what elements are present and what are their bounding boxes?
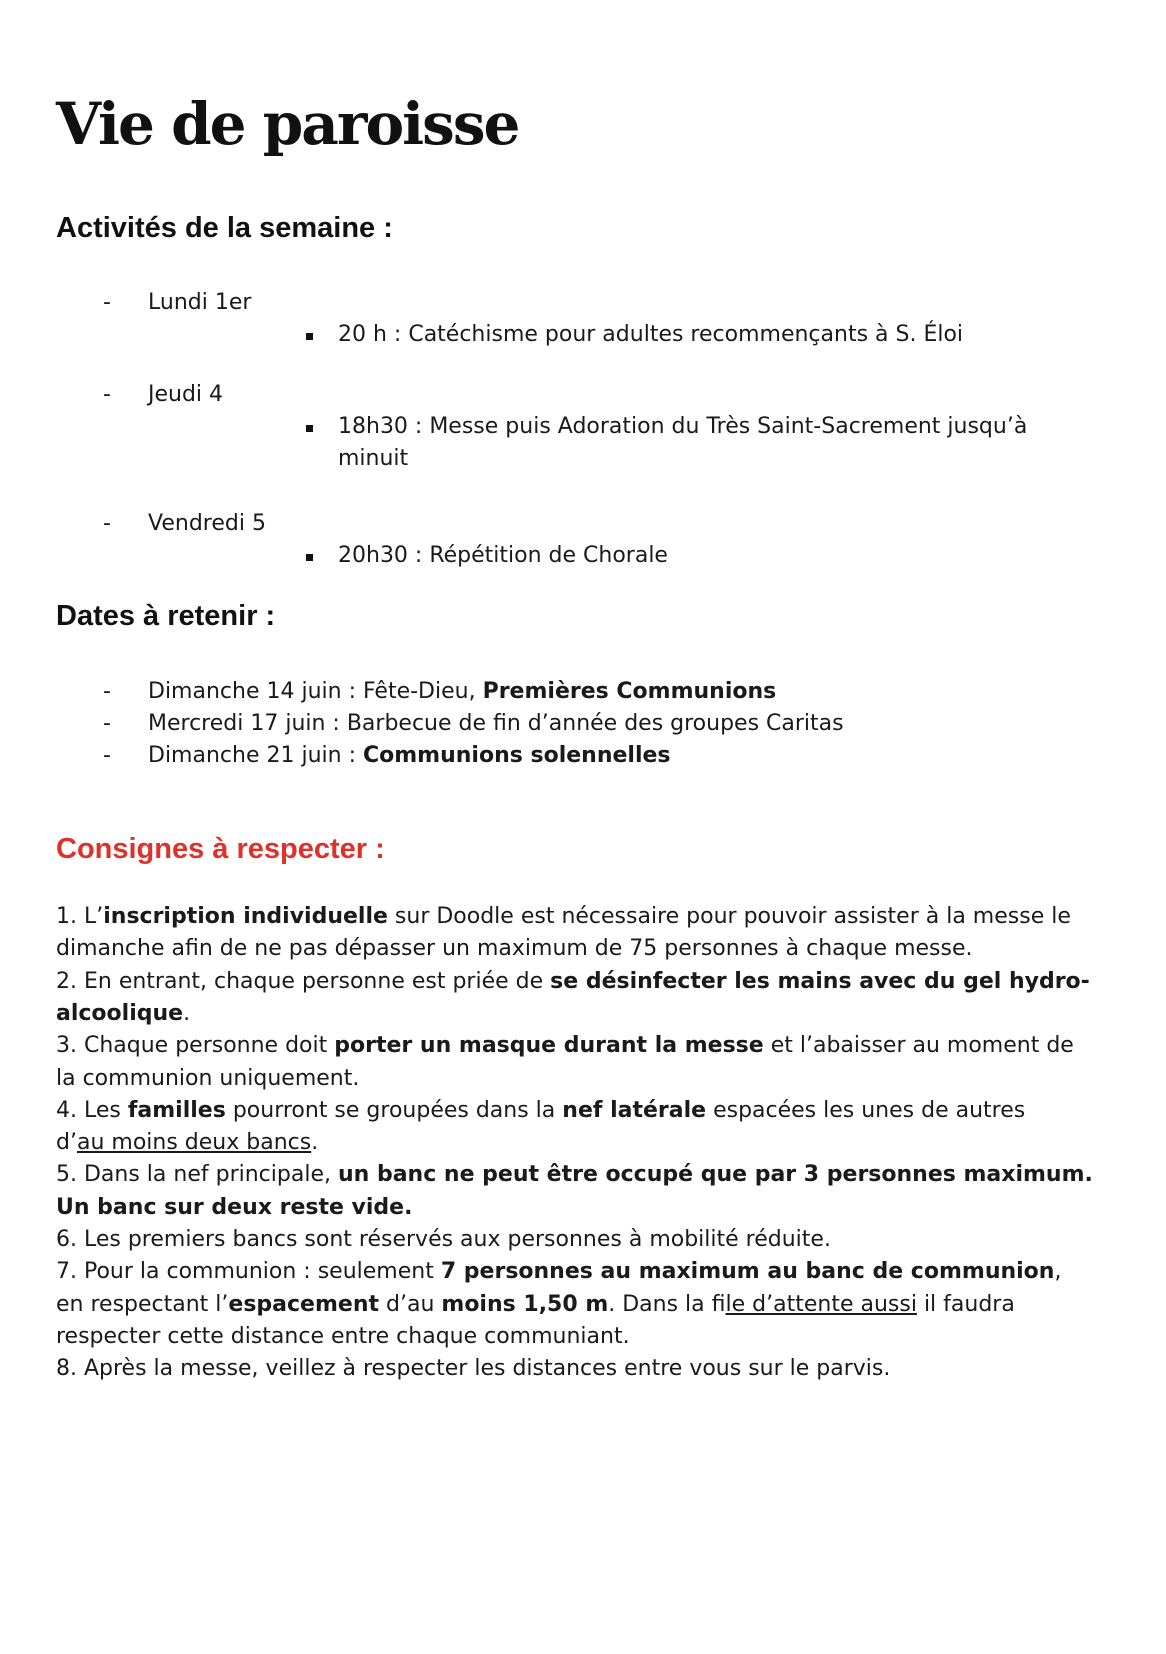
date-item: Mercredi 17 juin : Barbecue de fin d’année des groupes Caritas	[148, 711, 844, 736]
dates-heading: Dates à retenir :	[56, 600, 276, 632]
bold-text: familles	[127, 1097, 226, 1123]
text: 7. Pour la communion : seulement	[56, 1259, 441, 1285]
text: d’au	[379, 1291, 442, 1317]
text: .	[311, 1130, 319, 1156]
text: il faudra	[916, 1291, 1015, 1317]
text: 8. Après la messe, veillez à respecter les distances entre vous sur le parvis.	[56, 1356, 891, 1382]
bold-text: nef latérale	[562, 1097, 707, 1123]
day-label: Vendredi 5	[148, 511, 266, 536]
text: .	[183, 1000, 191, 1026]
consigne-line	[56, 1352, 1116, 1386]
list-dash: -	[103, 511, 111, 536]
consigne-line	[56, 1191, 1116, 1225]
consigne-line	[56, 1320, 1116, 1354]
date-item: Dimanche 21 juin : Communions solennelles	[148, 743, 671, 768]
bullet-square-icon	[306, 333, 313, 340]
text: d’	[56, 1130, 77, 1156]
text: la communion uniquement.	[56, 1065, 360, 1091]
activity-item-continued: minuit	[338, 446, 409, 471]
consigne-line	[56, 1094, 1116, 1128]
list-dash: -	[103, 743, 111, 768]
text: pourront se groupées dans la	[225, 1097, 563, 1123]
activity-item: 18h30 : Messe puis Adoration du Très Saint-Sacrement jusqu’à	[338, 414, 1028, 439]
list-dash: -	[103, 679, 111, 704]
consigne-line	[56, 1158, 1116, 1192]
activities-heading: Activités de la semaine :	[56, 212, 393, 244]
text: 3. Chaque personne doit	[56, 1033, 335, 1059]
bullet-square-icon	[306, 554, 313, 561]
consigne-line	[56, 1288, 1116, 1322]
text: dimanche afin de ne pas dépasser un maximum de 75 personnes à chaque messe.	[56, 936, 973, 962]
consigne-line	[56, 1029, 1116, 1063]
list-dash: -	[103, 290, 111, 315]
activity-item: 20h30 : Répétition de Chorale	[338, 543, 668, 568]
text: espacées les unes de autres	[706, 1097, 1026, 1123]
text: 6. Les premiers bancs sont réservés aux personnes à mobilité réduite.	[56, 1227, 831, 1252]
day-label: Lundi 1er	[148, 290, 252, 315]
text: respecter cette distance entre chaque communiant.	[56, 1323, 630, 1349]
bold-text: espacement	[228, 1291, 380, 1317]
consigne-line	[56, 1126, 1116, 1160]
bold-text: alcoolique	[56, 1000, 184, 1026]
text: 5. Dans la nef principale,	[56, 1162, 338, 1188]
text: en respectant l’	[56, 1291, 229, 1317]
bold-text: se désinfecter les mains avec du gel hydro-	[550, 968, 1090, 994]
bold-text: moins 1,50 m	[441, 1291, 609, 1317]
list-dash: -	[103, 382, 111, 407]
list-dash: -	[103, 711, 111, 736]
day-label: Jeudi 4	[148, 382, 224, 407]
text: 4. Les	[56, 1097, 128, 1123]
bold-text: Un banc sur deux reste vide.	[56, 1194, 413, 1220]
bold-text: un banc ne peut être occupé que par 3 personnes maximum.	[337, 1162, 1093, 1188]
bold-text: inscription individuelle	[103, 904, 388, 929]
consigne-line	[56, 965, 1116, 999]
bold-text: 7 personnes au maximum au banc de communion	[440, 1259, 1055, 1285]
underlined-text: au moins deux bancs	[76, 1130, 312, 1156]
consigne-line	[56, 900, 1116, 934]
bullet-square-icon	[306, 425, 313, 432]
consigne-line	[56, 1255, 1116, 1289]
activity-item: 20 h : Catéchisme pour adultes recommençants à S. Éloi	[338, 322, 964, 347]
text: 2. En entrant, chaque personne est priée de	[56, 968, 551, 994]
consigne-line	[56, 932, 1116, 966]
text: . Dans la f	[608, 1291, 726, 1317]
bold-text: porter un masque durant la messe	[334, 1033, 764, 1059]
page-title: Vie de paroisse	[56, 90, 519, 158]
date-item: Dimanche 14 juin : Fête-Dieu, Premières Communions	[148, 679, 777, 704]
text: 1. L’	[56, 904, 104, 929]
text: sur Doodle est nécessaire pour pouvoir assister à la messe le	[387, 904, 1071, 929]
consigne-line	[56, 1223, 1116, 1257]
underlined-text: ile d’attente aussi	[725, 1291, 917, 1317]
consigne-line	[56, 997, 1116, 1031]
consignes-heading: Consignes à respecter :	[56, 833, 385, 865]
text: et l’abaisser au moment de	[763, 1033, 1074, 1059]
text: ,	[1054, 1259, 1062, 1285]
consigne-line	[56, 1062, 1116, 1096]
